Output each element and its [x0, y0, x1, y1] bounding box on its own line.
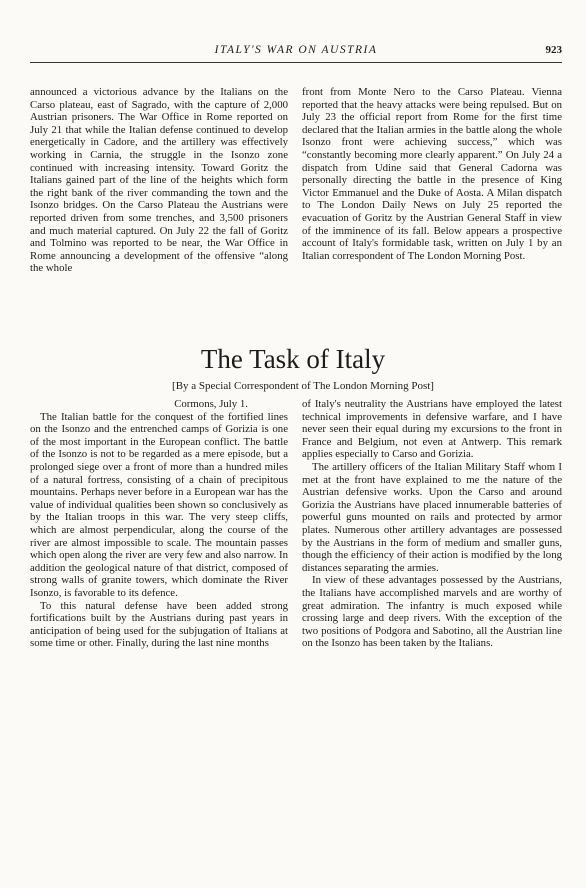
- top-left-column: [30, 86, 288, 275]
- paragraph: The Italian battle for the conquest of the fortified lines on the Isonzo and the entrenched camps of Gorizia is one of the most important in the European conflict. The battle of the Isonzo is not to be regarded as a mere episode, but a prolonged siege over a front of more than a hundred miles of a natural fortress, consisting of a chain of precipitous mountains. Perhaps never before in a European war has the value of individual qualities been shown so conclusively as by the Italian troops in this war. The very steep cliffs, which are almost perpendicular, along the course of the river are almost impossible to scale. The mountain passes which open along the river are very few and also narrow. In addition the geological nature of that district, composed of strong walls of granite towers, which dominate the River Isonzo, is favorable to its defence.: [30, 410, 288, 599]
- byline: [By a Special Correspondent of The London Morning Post]: [172, 380, 434, 392]
- running-header: [30, 44, 562, 63]
- paragraph: The artillery officers of the Italian Military Staff whom I met at the front have explained to me the nature of the Austrian defensive works. Upon the Carso and around Gorizia the Austrians have placed innumerable batteries of powerful guns mounted on rails and protected by armor plates. Numerous other artillery advantages are possessed by the Austrians in the form of medium and smaller guns, though the efficiency of their action is modified by the long distances separating the armies.: [302, 460, 562, 574]
- article-title: The Task of Italy: [200, 344, 386, 374]
- running-title: ITALY'S WAR ON AUSTRIA: [214, 44, 378, 56]
- page-number: 923: [545, 44, 562, 56]
- top-right-column: [302, 86, 562, 262]
- dateline: Cormons, July 1.: [174, 398, 248, 410]
- paragraph: announced a victorious advance by the Italians on the Carso plateau, east of Sagrado, with the capture of 2,000 Austrian prisoners. The War Office in Rome reported on July 21 that while the Italian defense continued to develop energetically in Cadore, and the artillery was effectively working in Carnia, the struggle in the Isonzo zone continued with increasing intensity. Toward Goritz the Italians gained part of the line of the heights which form the right bank of the river commanding the town and the Isonzo bridges. On the Carso Plateau the Austrians were reported driven from some trenches, and 3,500 prisoners and much material captured. On July 22 the fall of Goritz and Tolmino was reported to be near, the War Office in Rome announcing a development of the offensive “along the whole: [30, 86, 288, 275]
- bottom-right-column: [302, 398, 562, 650]
- bottom-left-column: [30, 398, 288, 650]
- paragraph: front from Monte Nero to the Carso Plateau. Vienna reported that the heavy attacks were being repulsed. But on July 23 the official report from Rome for the first time declared that the Italian armies in the battle along the whole Isonzo front were achieving success,” which was “constantly becoming more clearly apparent.” On July 24 a dispatch from Udine said that General Cadorna was personally directing the battle in the presence of King Victor Emmanuel and the Duke of Aosta. A Milan dispatch to The London Daily News on July 25 reported the evacuation of Goritz by the Austrian General Staff in view of the imminence of its fall. Below appears a prospective account of Italy's formidable task, written on July 1 by an Italian correspondent of The London Morning Post.: [302, 86, 562, 262]
- paragraph: In view of these advantages possessed by the Austrians, the Italians have accomplished marvels and are worthy of great admiration. The infantry is much exposed while crossing large and deep rivers. With the exception of the two positions of Podgora and Sabotino, all the Austrian line on the Isonzo has been taken by the Italians.: [302, 574, 562, 650]
- paragraph: To this natural defense have been added strong fortifications built by the Austrians during past years in anticipation of being used for the subjugation of Italians at some time or other. Finally, during the last nine months: [30, 599, 288, 650]
- paragraph: of Italy's neutrality the Austrians have employed the latest technical improvements in defensive warfare, and I have never seen their equal during my excursions to the front in France and Belgium, not even at Antwerp. This remark applies especially to Carso and Gorizia.: [302, 398, 562, 461]
